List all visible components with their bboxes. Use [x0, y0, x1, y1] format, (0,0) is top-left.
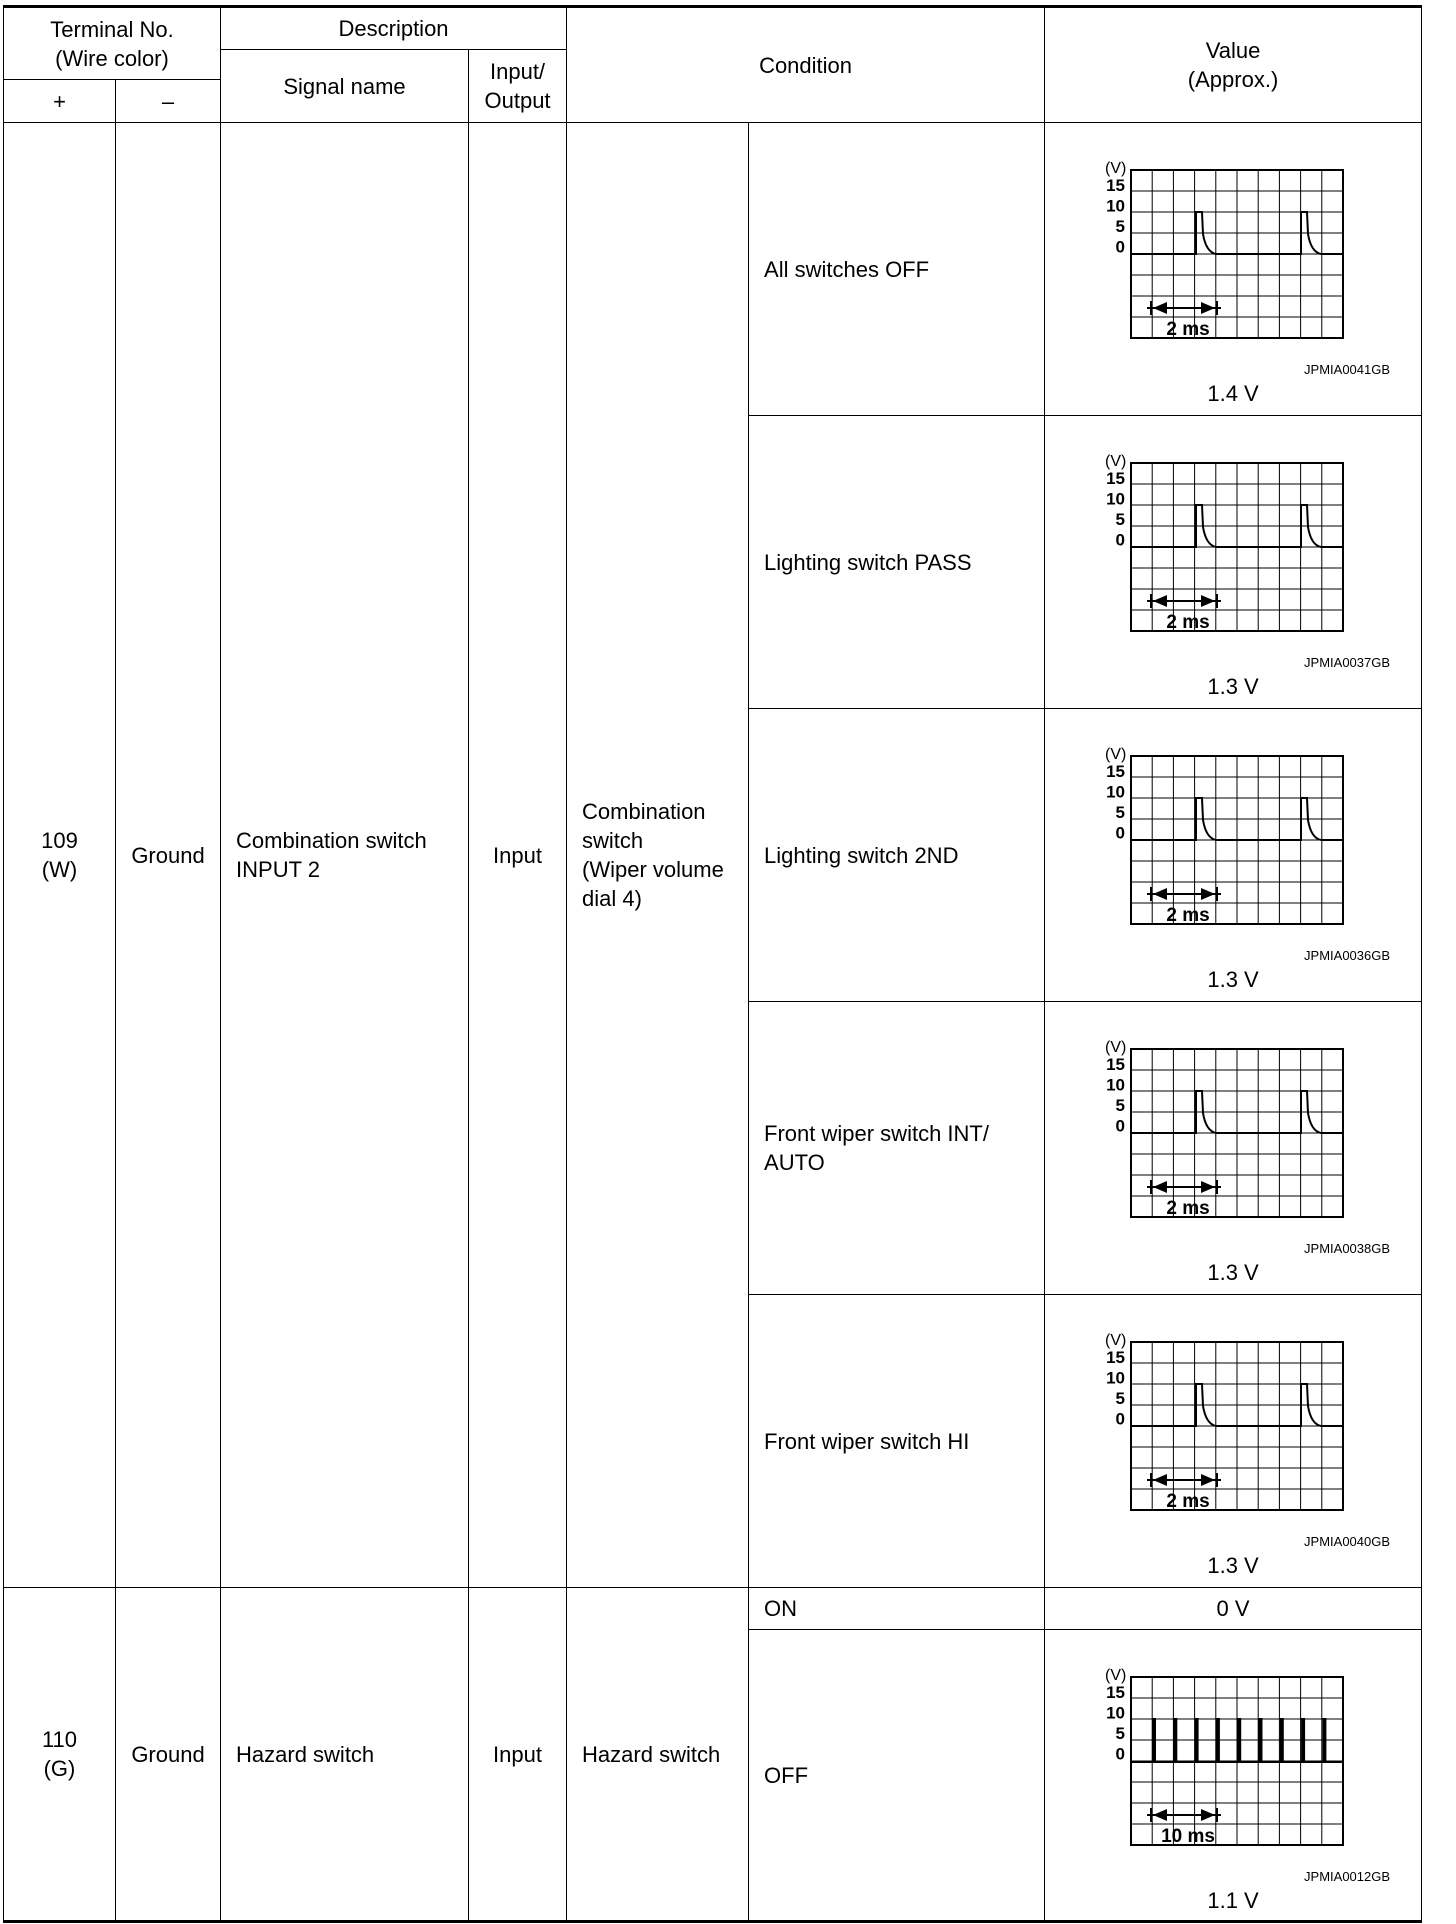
axis-tick-label: 15 [1106, 762, 1126, 781]
axis-tick-label: 10 [1106, 1368, 1126, 1388]
time-scale-label: 10 ms [1161, 1826, 1215, 1847]
terminal-number: 110 [41, 1727, 78, 1752]
axis-unit-label: (V) [1105, 746, 1127, 763]
signal-name-cell [221, 1588, 469, 1922]
axis-tick-label: 0 [1115, 1744, 1126, 1764]
input-output-header [469, 50, 567, 123]
figure-id: JPMIA0012GB [1304, 1869, 1391, 1884]
time-scale-arrow [1201, 1809, 1215, 1821]
minus-terminal-cell: Ground [116, 123, 221, 1588]
terminal-110-cell [4, 1588, 116, 1922]
condition-group-line-4: dial 4) [582, 886, 642, 911]
wire-color-label: (Wire color) [55, 45, 169, 71]
condition-label: Lighting switch 2ND [764, 842, 959, 868]
waveform-svg [1050, 709, 1416, 959]
condition-label: Lighting switch PASS [764, 549, 972, 575]
time-scale-arrow [1153, 1809, 1167, 1821]
axis-tick-label: 15 [1106, 1348, 1126, 1367]
wire-color: (G) [43, 1756, 76, 1781]
value-text: 1.3 V [1207, 1260, 1259, 1285]
signal-name-header: Signal name [221, 50, 469, 123]
time-scale-arrow [1153, 302, 1167, 314]
plus-header: + [4, 80, 116, 123]
value-header [1045, 7, 1422, 123]
condition-group-cell [567, 123, 749, 1588]
condition-header: Condition [567, 7, 1045, 123]
time-scale-label: 2 ms [1166, 1198, 1210, 1219]
axis-tick-label: 0 [1115, 237, 1126, 257]
time-scale-arrow [1153, 1474, 1167, 1486]
terminal-no-header [4, 7, 221, 80]
time-scale-arrow [1201, 595, 1215, 607]
axis-tick-label: 5 [1115, 1724, 1126, 1743]
axis-tick-label: 0 [1115, 1409, 1126, 1429]
value-cell [1045, 1002, 1422, 1295]
figure-id: JPMIA0036GB [1304, 948, 1391, 963]
signal-name-line-1: Hazard switch [236, 1741, 375, 1767]
time-scale-arrow [1201, 1474, 1215, 1486]
value-cell [1045, 1295, 1422, 1588]
axis-tick-label: 15 [1106, 469, 1126, 488]
value-text: 1.3 V [1207, 674, 1259, 699]
terminal-spec-document [3, 5, 1421, 1915]
condition-label: ON [764, 1596, 798, 1621]
axis-tick-label: 5 [1115, 510, 1126, 529]
condition-cell [749, 1588, 1045, 1630]
figure-id: JPMIA0040GB [1304, 1534, 1391, 1549]
wire-color: (W) [41, 857, 78, 882]
value-cell [1045, 1630, 1422, 1922]
condition-group-cell [567, 1588, 749, 1922]
figure-id: JPMIA0037GB [1304, 655, 1391, 670]
waveform-svg [1050, 123, 1416, 373]
condition-cell [749, 1295, 1045, 1588]
axis-tick-label: 5 [1115, 217, 1126, 236]
axis-tick-label: 5 [1115, 803, 1126, 822]
axis-tick-label: 10 [1106, 489, 1126, 509]
signal-name-line-2: INPUT 2 [236, 857, 320, 882]
time-scale-label: 2 ms [1166, 905, 1210, 926]
axis-unit-label: (V) [1105, 1332, 1127, 1349]
waveform-figure [1050, 709, 1416, 999]
condition-cell [749, 1002, 1045, 1295]
value-cell [1045, 123, 1422, 416]
axis-tick-label: 0 [1115, 530, 1126, 550]
time-scale-label: 2 ms [1166, 319, 1210, 340]
axis-tick-label: 5 [1115, 1389, 1126, 1408]
signal-name-line-1: Combination switch [236, 828, 427, 853]
waveform-figure [1050, 416, 1416, 706]
value-label: Value [1205, 38, 1261, 63]
minus-header: – [116, 80, 221, 123]
axis-tick-label: 15 [1106, 176, 1126, 195]
time-scale-arrow [1201, 302, 1215, 314]
condition-group-line-1: Combination [582, 799, 706, 824]
signal-name-cell [221, 123, 469, 1588]
terminal-number: 109 [41, 828, 78, 853]
figure-id: JPMIA0038GB [1304, 1241, 1391, 1256]
condition-label: OFF [764, 1762, 809, 1788]
value-text: 1.1 V [1207, 1888, 1259, 1913]
waveform-svg [1050, 416, 1416, 666]
waveform-svg [1050, 1295, 1416, 1545]
approx-label: (Approx.) [1187, 67, 1279, 92]
waveform-svg [1050, 1630, 1416, 1880]
time-scale-arrow [1153, 595, 1167, 607]
waveform-svg [1050, 1002, 1416, 1252]
time-scale-label: 2 ms [1166, 1491, 1210, 1512]
axis-unit-label: (V) [1105, 453, 1127, 470]
minus-terminal-cell: Ground [116, 1588, 221, 1922]
value-cell [1045, 416, 1422, 709]
time-scale-arrow [1201, 888, 1215, 900]
value-text: 1.3 V [1207, 967, 1259, 992]
figure-id: JPMIA0041GB [1304, 362, 1391, 377]
axis-tick-label: 15 [1106, 1055, 1126, 1074]
waveform-figure [1050, 1002, 1416, 1292]
value-text: 1.3 V [1207, 1553, 1259, 1578]
axis-tick-label: 10 [1106, 1703, 1126, 1723]
time-scale-arrow [1153, 888, 1167, 900]
value-cell: 0 V [1045, 1588, 1422, 1630]
axis-unit-label: (V) [1105, 1039, 1127, 1056]
input-output-label-2: Output [484, 88, 551, 113]
condition-group-line-1: Hazard switch [582, 1741, 721, 1767]
waveform-figure [1050, 123, 1416, 413]
description-header: Description [221, 7, 567, 50]
axis-unit-label: (V) [1105, 1667, 1127, 1684]
terminal-spec-table [3, 5, 1422, 1923]
axis-tick-label: 5 [1115, 1096, 1126, 1115]
io-cell: Input [469, 123, 567, 1588]
io-cell: Input [469, 1588, 567, 1922]
condition-cell [749, 416, 1045, 709]
time-scale-label: 2 ms [1166, 612, 1210, 633]
waveform-figure [1050, 1630, 1416, 1920]
time-scale-arrow [1153, 1181, 1167, 1193]
condition-group-line-3: (Wiper volume [582, 857, 724, 882]
condition-group-line-2: switch [582, 828, 644, 853]
axis-tick-label: 10 [1106, 1075, 1126, 1095]
value-cell [1045, 709, 1422, 1002]
terminal-109-cell [4, 123, 116, 1588]
condition-cell [749, 709, 1045, 1002]
axis-tick-label: 0 [1115, 823, 1126, 843]
axis-tick-label: 15 [1106, 1683, 1126, 1702]
condition-cell [749, 123, 1045, 416]
time-scale-arrow [1201, 1181, 1215, 1193]
axis-tick-label: 10 [1106, 782, 1126, 802]
waveform-figure [1050, 1295, 1416, 1585]
condition-label: All switches OFF [764, 256, 930, 282]
condition-label: Front wiper switch INT/ [764, 1121, 989, 1146]
axis-unit-label: (V) [1105, 160, 1127, 177]
terminal-no-label: Terminal No. [50, 16, 174, 42]
condition-label: Front wiper switch HI [764, 1428, 970, 1454]
value-text: 1.4 V [1207, 381, 1259, 406]
input-output-label-1: Input/ [490, 59, 546, 84]
condition-label-line-2: AUTO [764, 1150, 825, 1175]
axis-tick-label: 0 [1115, 1116, 1126, 1136]
axis-tick-label: 10 [1106, 196, 1126, 216]
condition-cell [749, 1630, 1045, 1922]
